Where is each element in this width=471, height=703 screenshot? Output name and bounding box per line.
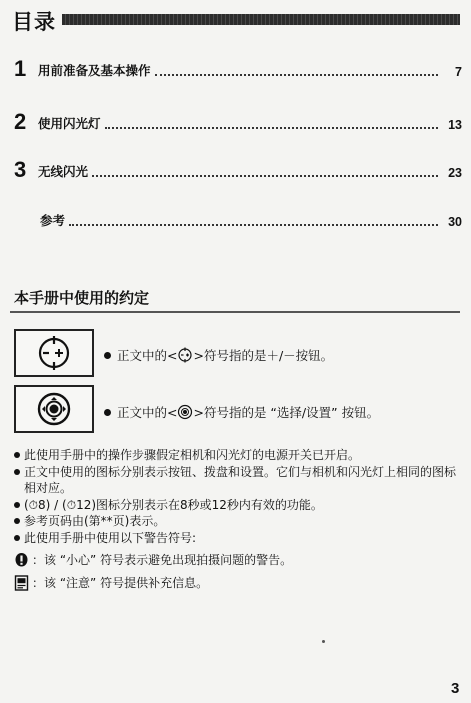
- toc-chapter-number: 2: [14, 109, 27, 134]
- caution-note: [14, 552, 462, 569]
- list-item-text: 此使用手册中使用以下警告符号:: [24, 530, 197, 545]
- select-set-button-icon: [177, 404, 193, 423]
- list-item-text: 参考页码由(第**页)表示。: [24, 514, 166, 528]
- list-item-text: 正文中使用的图标分别表示按钮、拨盘和设置。它们与相机和闪光灯上相同的图标相对应。: [24, 464, 457, 495]
- bullet-dot: [14, 469, 20, 475]
- print-speck: [322, 640, 325, 643]
- toc-leader-dots: [105, 126, 438, 129]
- icon-line-suffix: >符号指的是 “选择/设置” 按钮。: [193, 405, 380, 420]
- toc-label: 参考: [40, 213, 66, 228]
- plus-minus-dial-icon: [16, 331, 92, 375]
- bullet-dot: [104, 409, 111, 416]
- toc-chapter-number: 1: [14, 56, 27, 81]
- toc-page-number: 13: [448, 118, 462, 132]
- icon-line-prefix: 正文中的<: [117, 348, 178, 363]
- bullet-dot: [14, 502, 20, 508]
- list-item: [14, 447, 462, 464]
- icon-description-line: [104, 403, 379, 423]
- toc-entry[interactable]: [14, 159, 462, 181]
- caution-icon: [14, 552, 29, 573]
- plus-minus-dial-icon-box: [14, 329, 94, 377]
- toc-label: 使用闪光灯: [38, 116, 101, 131]
- toc-entry[interactable]: [14, 58, 462, 80]
- toc-label: 用前准备及基本操作: [38, 63, 151, 78]
- bullet-dot: [14, 518, 20, 524]
- toc-entry[interactable]: [14, 111, 462, 133]
- toc-page-number: 23: [448, 166, 462, 180]
- plus-minus-dial-icon: [177, 347, 193, 366]
- note-text: ：该 “注意” 符号提供补充信息。: [32, 575, 209, 590]
- toc-chapter-number: 3: [14, 157, 27, 182]
- toc-leader-dots: [69, 223, 438, 226]
- memo-note-icon: [14, 575, 29, 596]
- conventions-heading: [10, 287, 460, 313]
- page-title: 目录: [12, 10, 56, 34]
- note-text: ：该 “小心” 符号表示避免出现拍摄问题的警告。: [32, 553, 293, 567]
- icon-line-suffix: >符号指的是＋/－按钮。: [193, 348, 334, 363]
- list-item-text: (⏱8) / (⏱12)图标分别表示在8秒或12秒内有效的功能。: [24, 497, 323, 512]
- section-rule: [10, 311, 460, 313]
- bullet-dot: [104, 352, 111, 359]
- list-item: [14, 464, 462, 497]
- bullet-dot: [14, 452, 20, 458]
- toc-leader-dots: [155, 73, 438, 76]
- icon-description-line: [104, 346, 333, 366]
- conventions-list: [14, 447, 462, 591]
- toc-label: 无线闪光: [38, 164, 89, 179]
- toc-leader-dots: [92, 174, 438, 177]
- page-number: 3: [451, 680, 460, 697]
- toc-page-number: 7: [455, 65, 462, 79]
- title-bar: [62, 14, 460, 25]
- list-item-text: 此使用手册中的操作步骤假定相机和闪光灯的电源开关已开启。: [24, 448, 361, 462]
- memo-note: [14, 575, 462, 592]
- list-item: [14, 497, 462, 514]
- toc-entry-reference[interactable]: [38, 208, 462, 230]
- list-item: [14, 530, 462, 547]
- bullet-dot: [14, 535, 20, 541]
- section-title: 本手册中使用的约定: [14, 289, 150, 307]
- select-set-button-icon: [16, 387, 92, 431]
- select-set-button-icon-box: [14, 385, 94, 433]
- icon-line-prefix: 正文中的<: [117, 405, 178, 420]
- toc-page-number: 30: [448, 215, 462, 229]
- list-item: [14, 513, 462, 530]
